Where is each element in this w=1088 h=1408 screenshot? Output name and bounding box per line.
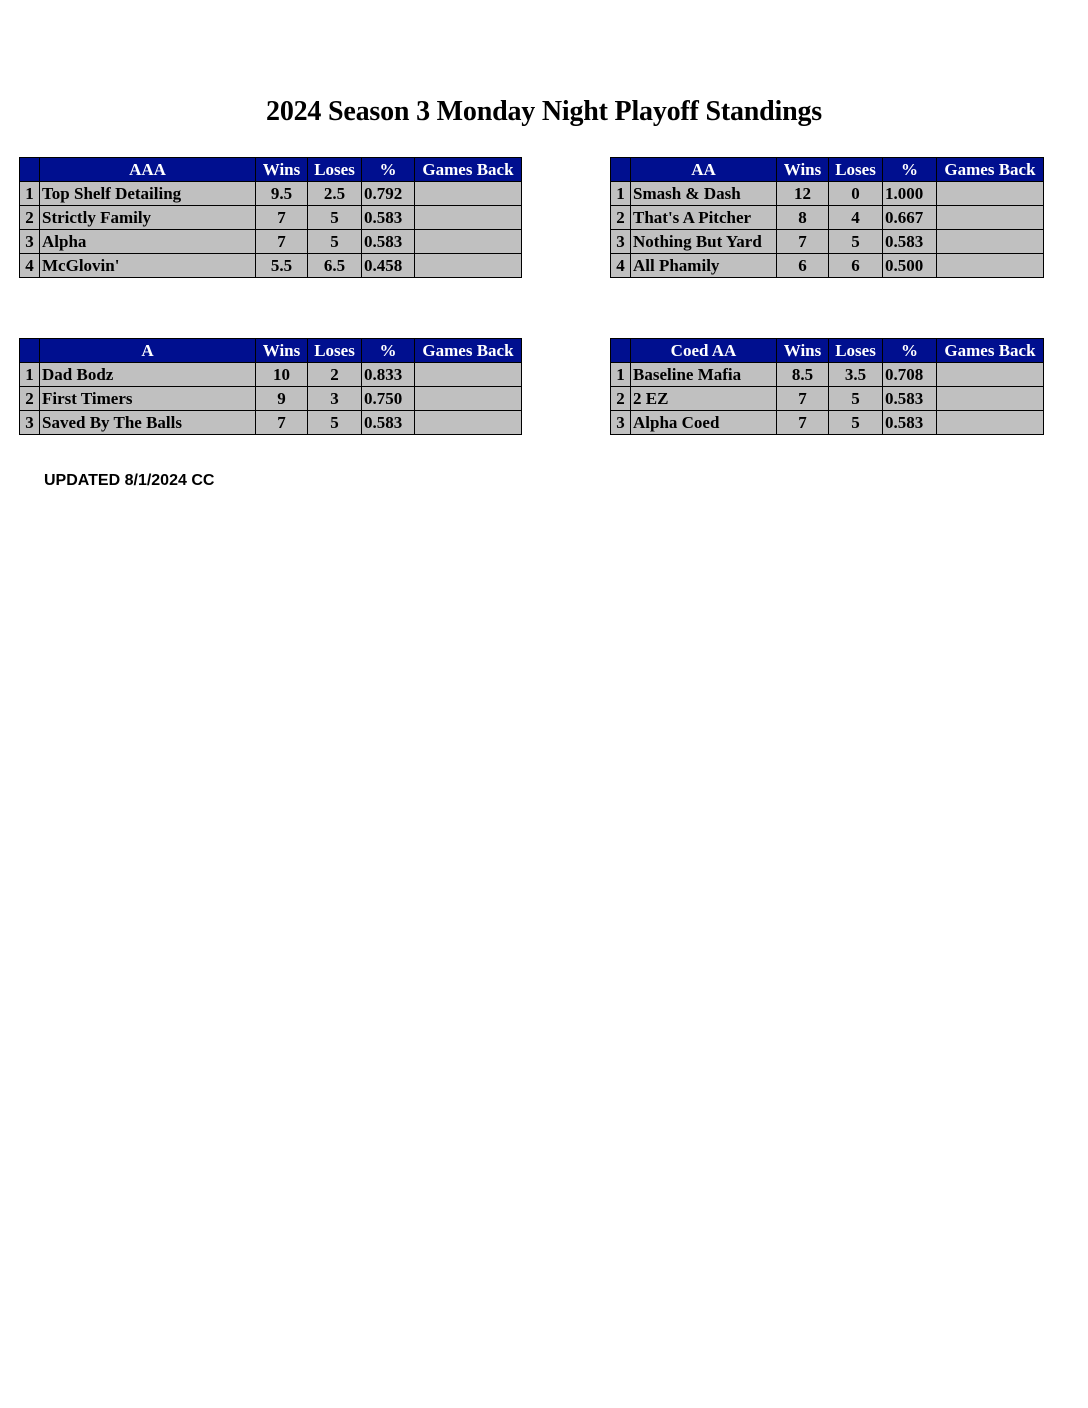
- games-back-cell: [415, 230, 522, 254]
- team-cell: All Phamily: [631, 254, 777, 278]
- loses-cell: 5: [308, 230, 362, 254]
- table-row: [611, 230, 1044, 254]
- team-cell: McGlovin': [40, 254, 256, 278]
- rank-cell: 1: [20, 182, 40, 206]
- rank-header: [611, 339, 631, 363]
- table-row: [20, 411, 522, 435]
- wins-cell: 7: [256, 206, 308, 230]
- rank-cell: 2: [611, 387, 631, 411]
- standings-table-aa: [610, 157, 1044, 278]
- division-name: AAA: [40, 158, 256, 182]
- wins-cell: 9: [256, 387, 308, 411]
- table-row: [20, 363, 522, 387]
- standings-table-coed-aa: [610, 338, 1044, 435]
- division-name: AA: [631, 158, 777, 182]
- games-back-cell: [937, 182, 1044, 206]
- team-cell: 2 EZ: [631, 387, 777, 411]
- loses-cell: 5: [829, 230, 883, 254]
- wins-cell: 7: [777, 411, 829, 435]
- wins-cell: 9.5: [256, 182, 308, 206]
- loses-cell: 5: [308, 411, 362, 435]
- games-back-header: Games Back: [937, 339, 1044, 363]
- team-cell: That's A Pitcher: [631, 206, 777, 230]
- rank-cell: 2: [20, 206, 40, 230]
- team-cell: Smash & Dash: [631, 182, 777, 206]
- games-back-cell: [415, 363, 522, 387]
- games-back-cell: [415, 254, 522, 278]
- games-back-cell: [937, 206, 1044, 230]
- table-row: [611, 182, 1044, 206]
- rank-cell: 4: [611, 254, 631, 278]
- games-back-cell: [415, 387, 522, 411]
- wins-header: Wins: [777, 339, 829, 363]
- rank-header: [20, 339, 40, 363]
- rank-header: [20, 158, 40, 182]
- games-back-cell: [937, 411, 1044, 435]
- loses-cell: 2.5: [308, 182, 362, 206]
- loses-cell: 5: [308, 206, 362, 230]
- rank-cell: 3: [611, 411, 631, 435]
- rank-cell: 1: [611, 363, 631, 387]
- wins-header: Wins: [777, 158, 829, 182]
- pct-cell: 0.833: [362, 363, 415, 387]
- rank-cell: 4: [20, 254, 40, 278]
- standings-table-a: [19, 338, 522, 435]
- table-row: [20, 182, 522, 206]
- loses-header: Loses: [308, 158, 362, 182]
- table-header-row: [611, 158, 1044, 182]
- games-back-header: Games Back: [415, 158, 522, 182]
- table-row: [611, 363, 1044, 387]
- pct-cell: 0.667: [883, 206, 937, 230]
- pct-cell: 0.583: [883, 387, 937, 411]
- rank-cell: 3: [20, 230, 40, 254]
- loses-cell: 5: [829, 387, 883, 411]
- table-row: [611, 254, 1044, 278]
- games-back-cell: [937, 363, 1044, 387]
- pct-header: %: [362, 158, 415, 182]
- games-back-cell: [415, 206, 522, 230]
- loses-cell: 6.5: [308, 254, 362, 278]
- rank-cell: 3: [20, 411, 40, 435]
- table-row: [20, 254, 522, 278]
- team-cell: Dad Bodz: [40, 363, 256, 387]
- wins-cell: 7: [777, 387, 829, 411]
- pct-cell: 0.792: [362, 182, 415, 206]
- page-title: 2024 Season 3 Monday Night Playoff Standings: [266, 96, 822, 127]
- team-cell: Strictly Family: [40, 206, 256, 230]
- wins-cell: 7: [777, 230, 829, 254]
- games-back-cell: [937, 230, 1044, 254]
- pct-cell: 0.583: [883, 230, 937, 254]
- pct-header: %: [883, 339, 937, 363]
- team-cell: Top Shelf Detailing: [40, 182, 256, 206]
- loses-cell: 2: [308, 363, 362, 387]
- games-back-cell: [937, 254, 1044, 278]
- rank-cell: 1: [20, 363, 40, 387]
- pct-cell: 0.750: [362, 387, 415, 411]
- wins-header: Wins: [256, 158, 308, 182]
- table-row: [20, 230, 522, 254]
- games-back-header: Games Back: [415, 339, 522, 363]
- wins-cell: 10: [256, 363, 308, 387]
- rank-cell: 2: [611, 206, 631, 230]
- team-cell: First Timers: [40, 387, 256, 411]
- games-back-cell: [415, 411, 522, 435]
- loses-header: Loses: [829, 158, 883, 182]
- pct-header: %: [362, 339, 415, 363]
- pct-cell: 0.583: [362, 206, 415, 230]
- wins-cell: 7: [256, 230, 308, 254]
- standings-table-aaa: [19, 157, 522, 278]
- loses-header: Loses: [829, 339, 883, 363]
- team-cell: Alpha: [40, 230, 256, 254]
- pct-header: %: [883, 158, 937, 182]
- loses-header: Loses: [308, 339, 362, 363]
- pct-cell: 1.000: [883, 182, 937, 206]
- team-cell: Baseline Mafia: [631, 363, 777, 387]
- team-cell: Alpha Coed: [631, 411, 777, 435]
- wins-cell: 8.5: [777, 363, 829, 387]
- loses-cell: 5: [829, 411, 883, 435]
- loses-cell: 3: [308, 387, 362, 411]
- rank-cell: 1: [611, 182, 631, 206]
- table-row: [20, 387, 522, 411]
- loses-cell: 3.5: [829, 363, 883, 387]
- rank-header: [611, 158, 631, 182]
- loses-cell: 4: [829, 206, 883, 230]
- wins-cell: 6: [777, 254, 829, 278]
- table-header-row: [20, 158, 522, 182]
- table-row: [611, 387, 1044, 411]
- table-header-row: [611, 339, 1044, 363]
- pct-cell: 0.708: [883, 363, 937, 387]
- pct-cell: 0.583: [883, 411, 937, 435]
- games-back-cell: [415, 182, 522, 206]
- wins-cell: 12: [777, 182, 829, 206]
- pct-cell: 0.458: [362, 254, 415, 278]
- pct-cell: 0.583: [362, 411, 415, 435]
- table-row: [20, 206, 522, 230]
- table-row: [611, 411, 1044, 435]
- division-name: Coed AA: [631, 339, 777, 363]
- pct-cell: 0.500: [883, 254, 937, 278]
- wins-cell: 7: [256, 411, 308, 435]
- team-cell: Nothing But Yard: [631, 230, 777, 254]
- updated-note: UPDATED 8/1/2024 CC: [44, 472, 215, 489]
- table-row: [611, 206, 1044, 230]
- games-back-cell: [937, 387, 1044, 411]
- wins-header: Wins: [256, 339, 308, 363]
- loses-cell: 6: [829, 254, 883, 278]
- team-cell: Saved By The Balls: [40, 411, 256, 435]
- wins-cell: 8: [777, 206, 829, 230]
- rank-cell: 3: [611, 230, 631, 254]
- rank-cell: 2: [20, 387, 40, 411]
- division-name: A: [40, 339, 256, 363]
- loses-cell: 0: [829, 182, 883, 206]
- table-header-row: [20, 339, 522, 363]
- pct-cell: 0.583: [362, 230, 415, 254]
- wins-cell: 5.5: [256, 254, 308, 278]
- games-back-header: Games Back: [937, 158, 1044, 182]
